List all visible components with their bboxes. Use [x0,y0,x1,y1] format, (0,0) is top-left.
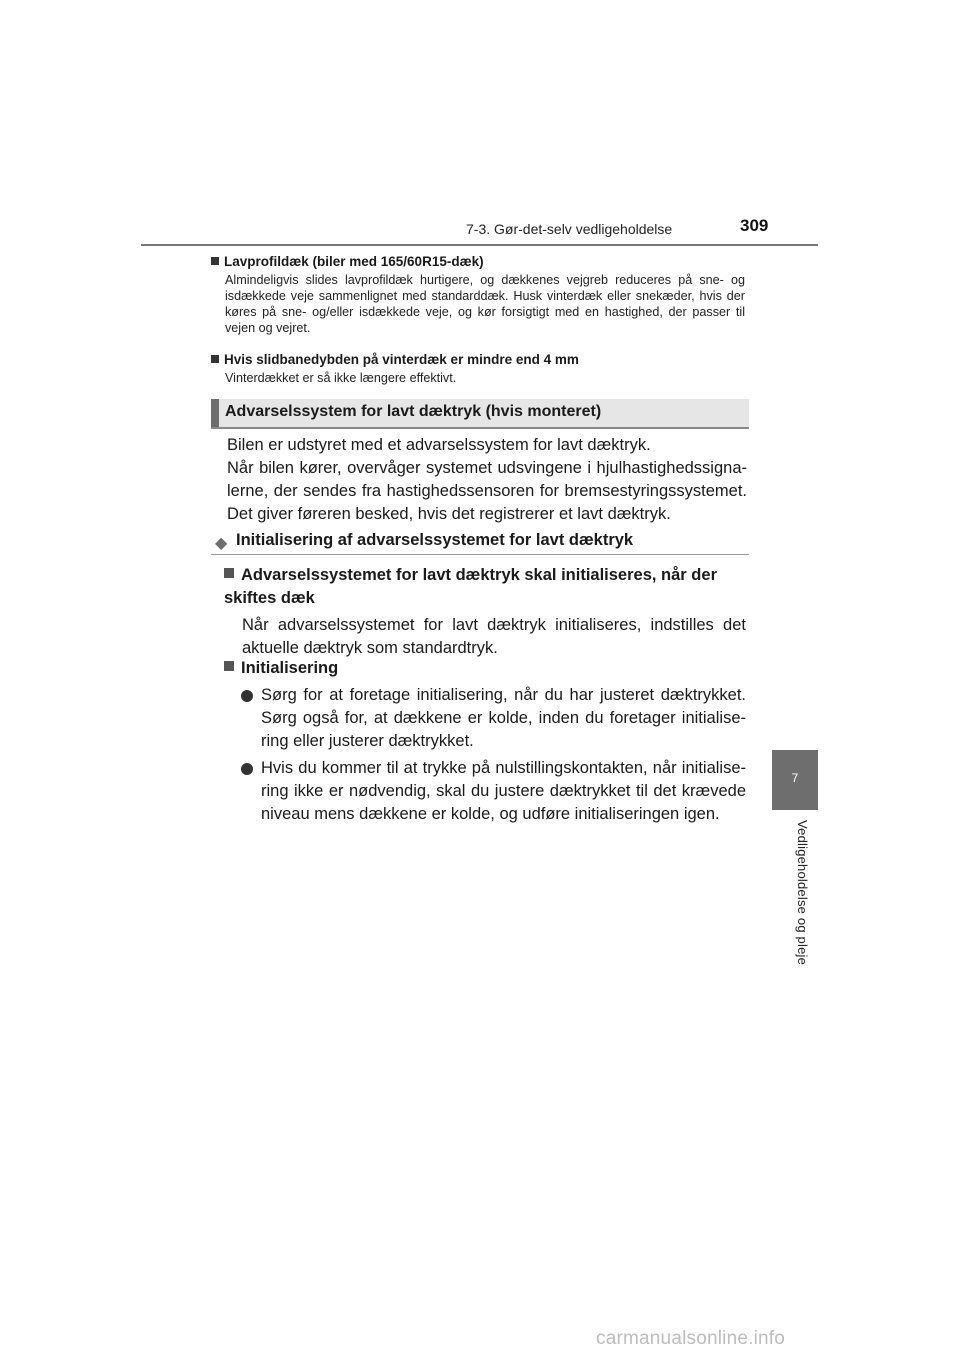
bullet-item: Hvis du kommer til at trykke på nulstillingskontakten, når initialisering ikke er nødvendig, skal du justere dæktrykket til det krævede niveau mens dækkene er kolde, og udføre initialiseringen igen. [224,757,746,826]
square-bullet-icon [224,568,234,578]
item-body: Når advarselssystemet for lavt dæktryk initialiseres, indstilles det aktuelle dæktryk som standardtryk. [242,616,746,657]
note-body: Vinterdækket er så ikke længere effektivt. [225,371,457,385]
watermark: carmanualsonline.info [596,1328,786,1349]
note-winter-tread-depth [211,352,745,386]
header-rule [141,244,818,246]
square-bullet-icon [211,257,219,265]
bullet-dot-icon [241,763,253,775]
item-initialize-when-changing-tires [224,564,746,660]
note-title: Lavprofildæk (biler med 165/60R15-dæk) [211,254,745,269]
subsection-title: Initialisering af advarselssystemet for lavt dæktryk [236,531,634,549]
square-bullet-icon [211,355,219,363]
diamond-icon: ◆ [215,535,228,552]
intro-paragraph-2: Når bilen kører, overvåger systemet udsvingene i hjulhastighedssignalerne, der sendes fra hastighedssensoren for bremsestyringssystemet. Det giver føreren besked, hvis det registrerer et lavt dæktryk. [227,459,747,523]
item-initialization [224,657,746,826]
chapter-tab[interactable]: 7 [772,750,818,810]
intro-line-1: Bilen er udstyret med et advarselssystem for lavt dæktryk. [227,436,651,454]
header-section-title: 7-3. Gør-det-selv vedligeholdelse [466,221,673,237]
item-title: Initialisering [224,657,746,680]
note-body: Almindeligvis slides lavprofildæk hurtigere, og dækkenes vejgreb reduceres på sne- og isdækkede veje sammenlignet med standarddæk. Husk vinterdæk eller snekæder, hvis der køres på sne- og/eller isdækkede veje, og kør forsigtigt med en hastighed, der passer til vejen og vejret. [225,273,745,335]
section-accent [211,399,219,427]
note-title: Hvis slidbanedybden på vinterdæk er mindre end 4 mm [211,352,745,367]
note-low-profile-tires [211,254,745,336]
section-heading [211,399,749,429]
subsection-heading [211,530,749,555]
chapter-label: Vedligeholdelse og pleje [795,820,810,966]
bullet-item: Sørg for at foretage initialisering, når du har justeret dæktrykket. Sørg også for, at dækkene er kolde, inden du foretager initialisering eller justerer dæktrykket. [224,684,746,753]
square-bullet-icon [224,661,234,671]
section-title: Advarselssystem for lavt dæktryk (hvis monteret) [225,403,602,420]
section-intro [227,434,747,526]
page-number: 309 [740,216,769,235]
bullet-dot-icon [241,690,253,702]
item-title: Advarselssystemet for lavt dæktryk skal initialiseres, når der skiftes dæk [224,566,717,607]
